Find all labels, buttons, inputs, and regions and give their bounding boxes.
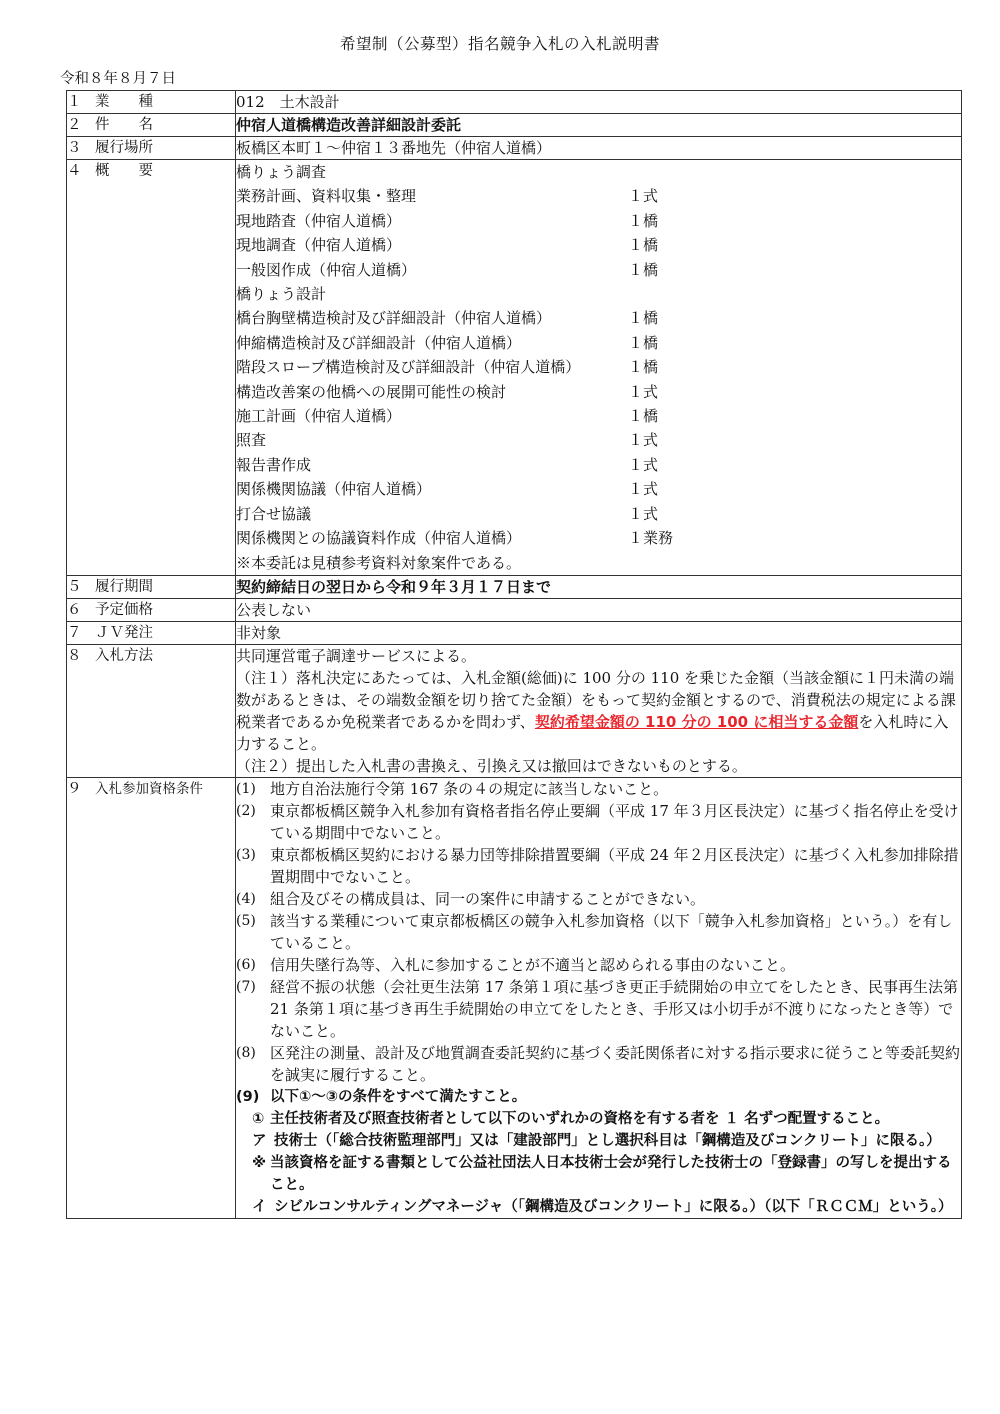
row-label [67,160,236,576]
sub-condition [236,1130,961,1152]
work-item-name: 伸縮構造検討及び詳細設計（仲宿人道橋） [236,333,522,352]
table-row [67,777,962,1218]
work-item-name: 構造改善案の他橋への展開可能性の検討 [236,382,507,401]
row-label-text: 概 要 [95,163,153,179]
row-label-text: 履行期間 [95,578,153,595]
list-item [236,1086,961,1108]
condition-number: (3) [236,846,256,863]
table-row [67,91,962,114]
sub-condition-text: シビルコンサルティングマネージャ（「鋼構造及びコンクリート」に限る。）（以下「ＲＣＣＭ」という。） [274,1198,953,1215]
row-number: ５ [67,578,82,595]
table-row [67,575,962,598]
row-label [67,621,236,644]
row-label-text: 履行場所 [95,140,153,156]
bidding-note-2: （注２）提出した入札書の書換え、引換え又は撤回はできないものとする。 [236,756,747,775]
highlighted-amount-text: 契約希望金額の 110 分の 100 に相当する金額 [534,712,859,731]
work-item-qty: １式 [628,431,659,450]
project-name: 仲宿人道橋構造改善詳細設計委託 [236,114,962,137]
work-item-name: 報告書作成 [236,455,312,474]
sub-condition [236,1196,961,1218]
list-item [236,844,961,888]
row-label-text: 予定価格 [95,601,153,618]
list-item [236,1042,961,1086]
work-item-name: 施工計画（仲宿人道橋） [236,407,402,426]
condition-text: 該当する業種について東京都板橋区の競争入札参加資格（以下「競争入札参加資格」という。）を有していること。 [270,911,953,952]
list-item [236,355,961,379]
work-item-qty: １式 [628,455,659,474]
work-item-name: 階段スロープ構造検討及び詳細設計（仲宿人道橋） [236,358,581,377]
sub-condition [236,1152,961,1196]
row-number: ９ [67,780,82,797]
row-label [67,644,236,777]
sub-condition-number: ※ [252,1154,267,1171]
bidding-method-cell [236,644,962,777]
condition-text: 区発注の測量、設計及び地質調査委託契約に基づく委託関係者に対する指示要求に従うこと等委託契約を誠実に履行すること。 [270,1043,961,1084]
sub-condition-number: イ [252,1198,267,1215]
list-item [236,888,961,910]
list-item [236,404,961,428]
bidding-note-1 [236,667,961,755]
condition-text: 地方自治法施行令第 167 条の４の規定に該当しないこと。 [270,779,669,798]
work-item-qty: １橋 [628,211,659,230]
table-row [67,114,962,137]
work-item-qty: １橋 [628,358,659,377]
row-number: ３ [67,140,82,156]
row-label-text: ＪＶ発注 [95,624,153,641]
condition-text: 組合及びその構成員は、同一の案件に申請することができない。 [270,889,706,908]
sub-condition-text: 主任技術者及び照査技術者として以下のいずれかの資格を有する者を １ 名ずつ配置すること。 [270,1110,890,1127]
row-number: ７ [67,624,82,641]
list-item [236,954,961,976]
list-item [236,526,961,550]
list-item [236,976,961,1042]
work-item-name: 一般図作成（仲宿人道橋） [236,260,417,279]
condition-number: (7) [236,978,256,995]
work-item-qty: １式 [628,382,659,401]
row-label [67,137,236,160]
sub-condition-text: 当該資格を証する書類として公益社団法人日本技術士会が発行した技術士の「登録書」の写しを提出すること。 [270,1154,952,1193]
condition-text: 東京都板橋区契約における暴力団等排除措置要綱（平成 24 年２月区長決定）に基づく入札参加排除措置期間中でないこと。 [270,845,959,886]
note-text: を入札時に入力すること。 [236,712,949,753]
condition-number: (8) [236,1044,256,1061]
work-item-name: 関係機関との協議資料作成（仲宿人道橋） [236,529,522,548]
work-item-qty: １式 [628,480,659,499]
jv-order: 非対象 [236,621,962,644]
condition-number: (2) [236,802,256,819]
location: 板橋区本町１～仲宿１３番地先（仲宿人道橋） [236,137,962,160]
planned-price: 公表しない [236,598,962,621]
list-item [236,428,961,452]
overview-section-title: 橋りょう調査 [236,163,327,181]
row-number: ２ [67,117,82,133]
row-value: 012 土木設計 [236,91,962,114]
table-row [67,137,962,160]
bidding-method-line: 共同運営電子調達サービスによる。 [236,646,477,665]
table-row [67,644,962,777]
sub-condition-number: ア [252,1132,267,1149]
spec-table [66,90,962,1219]
overview-cell [236,160,962,576]
work-item-name: 橋台胸壁構造検討及び詳細設計（仲宿人道橋） [236,309,552,328]
row-label [67,575,236,598]
work-item-name: 打合せ協議 [236,504,312,523]
work-item-name: 業務計画、資料収集・整理 [236,187,417,206]
overview-note: ※本委託は見積参考資料対象案件である。 [236,553,522,572]
table-row [67,160,962,576]
row-label-text: 入札参加資格条件 [95,780,203,797]
overview-section-title: 橋りょう設計 [236,285,327,304]
note-text: （注１）落札決定にあたっては、入札金額(総価)に 100 分の 110 を乗じた金額（当該金額に１円未満の端数があるときは、その端数金額を切り捨てた金額）をもって契約金額とするので、消費税法の規定による課税業者であるか免税業者であるかを問わず、 [236,668,956,731]
sub-condition-number: ① [252,1110,265,1127]
row-label [67,91,236,114]
list-item [236,233,961,257]
row-label [67,777,236,1218]
row-number: ４ [67,163,82,179]
work-item-name: 現地踏査（仲宿人道橋） [236,211,402,230]
work-item-qty: １橋 [628,407,659,426]
condition-number: (4) [236,890,256,907]
work-item-qty: １式 [628,504,659,523]
condition-text: 以下①～③の条件をすべて満たすこと。 [270,1088,527,1105]
work-item-name: 現地調査（仲宿人道橋） [236,236,402,255]
list-item [236,778,961,800]
list-item [236,502,961,526]
row-label-text: 業 種 [95,94,153,110]
table-row [67,598,962,621]
qualification-conditions-cell [236,777,962,1218]
row-number: ６ [67,601,82,618]
sub-condition [236,1108,961,1130]
condition-number: (5) [236,912,256,929]
work-item-qty: １式 [628,187,659,206]
list-item [236,306,961,330]
condition-text: 信用失墜行為等、入札に参加することが不適当と認められる事由のないこと。 [270,955,796,974]
row-label [67,114,236,137]
row-label [67,598,236,621]
condition-text: 東京都板橋区競争入札参加有資格者指名停止要綱（平成 17 年３月区長決定）に基づく指名停止を受けている期間中でないこと。 [270,801,959,842]
list-item [236,800,961,844]
list-item [236,910,961,954]
row-number: ８ [67,647,82,664]
work-item-qty: １橋 [628,333,659,352]
work-item-qty: １橋 [628,309,659,328]
list-item [236,209,961,233]
list-item [236,331,961,355]
work-item-name: 関係機関協議（仲宿人道橋） [236,480,432,499]
list-item [236,477,961,501]
work-item-qty: １橋 [628,260,659,279]
document-title: 希望制（公募型）指名競争入札の入札説明書 [339,35,660,53]
table-row [67,621,962,644]
work-item-qty: １業務 [628,529,674,548]
row-label-text: 入札方法 [95,647,153,664]
document-date: 令和８年８月７日 [60,71,176,87]
work-item-qty: １橋 [628,236,659,255]
work-item-name: 照査 [236,431,267,450]
list-item [236,380,961,404]
condition-number: (9) [236,1088,260,1105]
condition-number: (6) [236,956,256,973]
row-label-text: 件 名 [95,117,153,133]
list-item [236,453,961,477]
performance-period: 契約締結日の翌日から令和９年３月１７日まで [236,575,962,598]
list-item [236,258,961,282]
row-number: １ [67,94,82,110]
condition-text: 経営不振の状態（会社更生法第 17 条第１項に基づき更正手続開始の申立てをしたとき、民事再生法第 21 条第１項に基づき再生手続開始の申立てをしたとき、手形又は小切手が不渡りになったとき等）でないこと。 [270,977,959,1040]
sub-condition-text: 技術士（「総合技術監理部門」又は「建設部門」とし選択科目は「鋼構造及びコンクリート」に限る。） [274,1132,941,1149]
condition-number: (1) [236,780,256,797]
list-item [236,184,961,208]
